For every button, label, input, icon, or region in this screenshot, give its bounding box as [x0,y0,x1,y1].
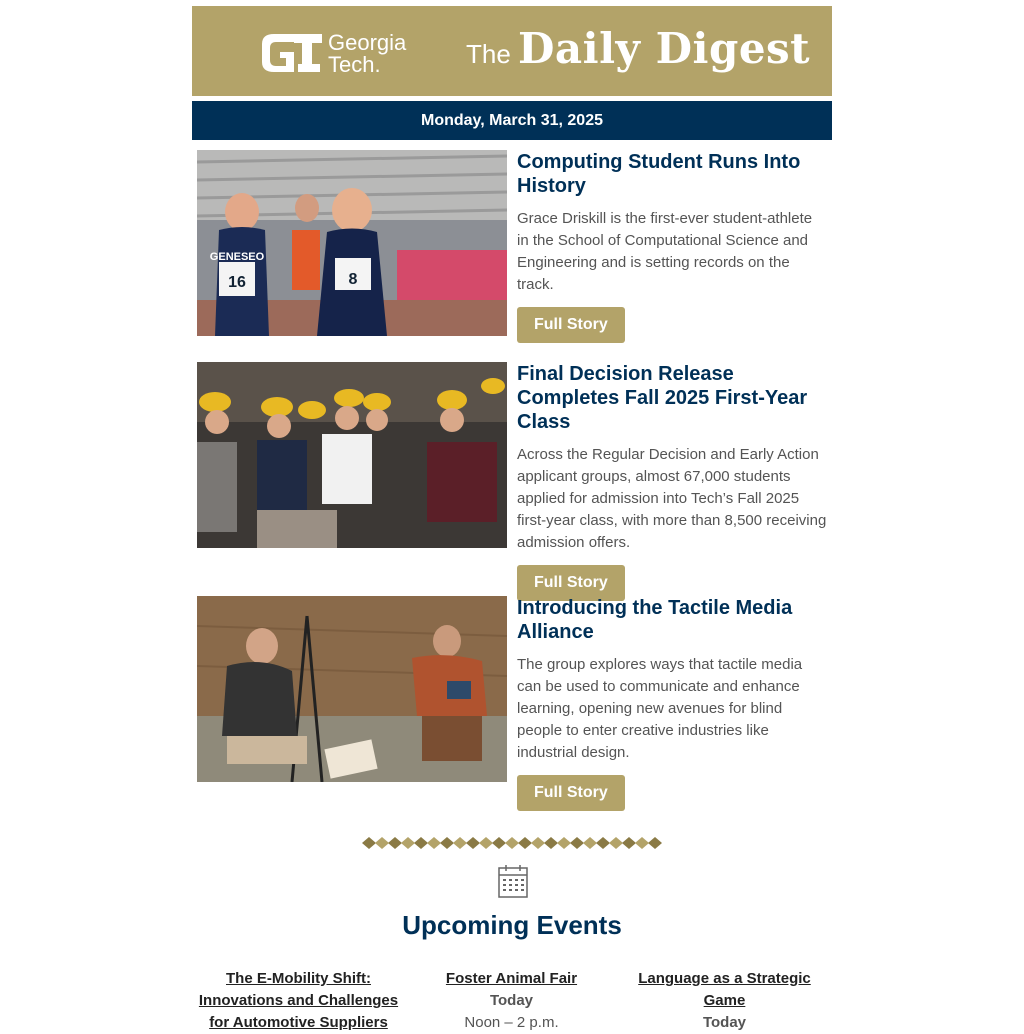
story-photo-runners[interactable] [197,150,507,336]
divider-diamond [492,837,506,849]
story-summary: The group explores ways that tactile media can be used to communicate and enhance learning, opening new avenues for blind people to enter creative industries like industrial design. [517,656,803,761]
divider-diamond [557,837,571,849]
divider-diamond [466,837,480,849]
event-item [192,968,405,1034]
divider-diamond [427,837,441,849]
divider-diamond [401,837,415,849]
logo-line-2: Tech. [328,52,381,77]
divider-diamond [648,837,662,849]
full-story-button[interactable]: Full Story [517,565,625,601]
divider-diamond [375,837,389,849]
divider-diamond [609,837,623,849]
title-prefix: The [466,39,511,69]
full-story-button[interactable]: Full Story [517,775,625,811]
story-summary: Across the Regular Decision and Early Action applicant groups, almost 67,000 students applied for admission into Tech’s Fall 2025 first-year class, with more than 8,500 receiving admission offers. [517,446,827,551]
story-text [517,362,827,601]
story-photo-students[interactable] [197,362,507,548]
divider-diamond [388,837,402,849]
divider-diamond [622,837,636,849]
divider-diamond [453,837,467,849]
bib-number: 8 [348,271,358,288]
divider-diamond [440,837,454,849]
story-title[interactable]: Final Decision Release Completes Fall 2025 First-Year Class [517,363,808,433]
event-date: Today [489,992,534,1009]
calendar-icon [498,864,528,898]
story-summary: Grace Driskill is the first-ever student-athlete in the School of Computational Science and Engineering and is setting records on the track. [517,210,813,293]
event-link[interactable]: Language as a Strategic Game [638,970,811,1009]
event-item [405,968,618,1034]
divider-diamond [505,837,519,849]
upcoming-events-heading: Upcoming Events [402,910,622,940]
story-text [517,150,827,343]
event-date: Today [702,1014,747,1031]
divider-diamond [531,837,545,849]
gt-logo-icon [258,30,324,78]
logo-wordmark [328,32,406,76]
divider-diamond [583,837,597,849]
event-time: Noon – 2 p.m. [464,1014,559,1031]
divider-diamond [518,837,532,849]
divider-diamond [635,837,649,849]
event-item [618,968,831,1034]
story-photo-tactile[interactable] [197,596,507,782]
logo-line-1: Georgia [328,30,407,55]
event-link[interactable]: Foster Animal Fair [445,970,578,987]
story-title[interactable]: Introducing the Tactile Media Alliance [517,597,793,643]
divider-diamond [570,837,584,849]
divider-diamond [596,837,610,849]
event-link[interactable]: The E-Mobility Shift: Innovations and Challenges for Automotive Suppliers [198,970,399,1031]
jersey-text: GENESEO [209,251,265,263]
story-text [517,596,827,811]
divider-diamond [362,837,376,849]
header-banner [192,6,832,96]
divider-diamond [479,837,493,849]
story-title[interactable]: Computing Student Runs Into History [517,151,801,197]
divider-diamond [544,837,558,849]
diamond-divider-icon [362,834,662,852]
newsletter-title: Daily Digest [518,24,811,73]
full-story-button[interactable]: Full Story [517,307,625,343]
bib-number: 16 [228,274,246,291]
georgia-tech-logo[interactable] [258,30,418,78]
date-bar: Monday, March 31, 2025 [192,101,832,140]
divider-diamond [414,837,428,849]
